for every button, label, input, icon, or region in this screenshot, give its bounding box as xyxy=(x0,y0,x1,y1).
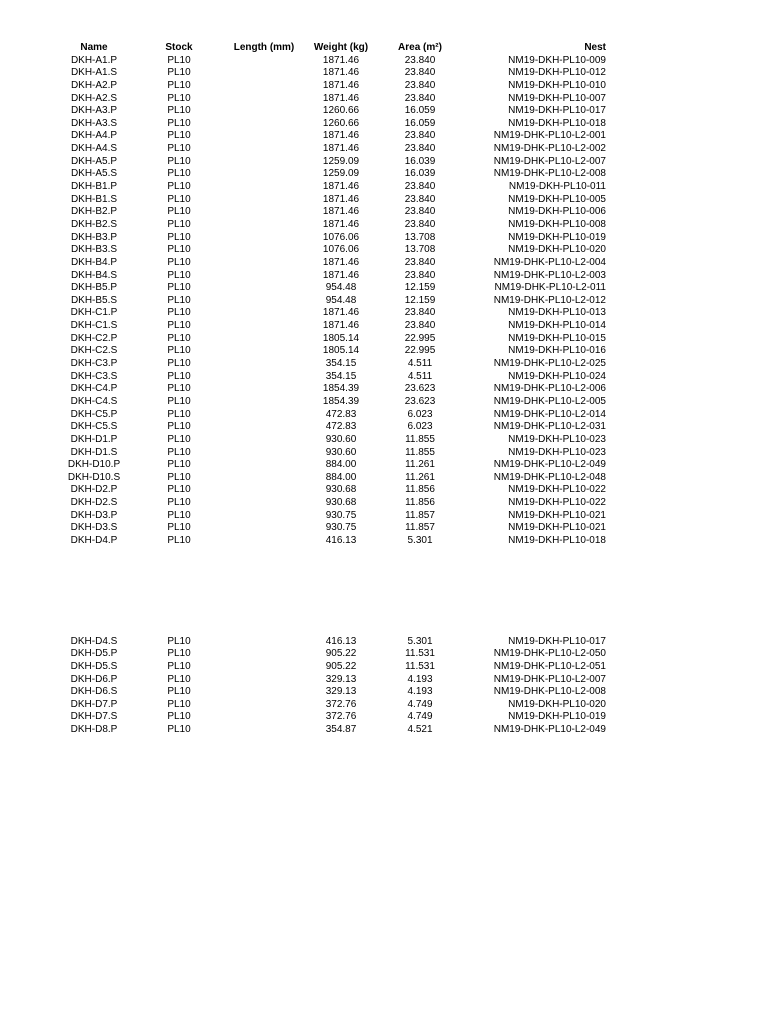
cell-name: DKH-D10.S xyxy=(67,471,121,483)
cell-weight: 1871.46 xyxy=(322,130,360,142)
cell-weight: 354.15 xyxy=(325,370,357,382)
cell-area: 13.708 xyxy=(404,244,436,256)
cell-area: 12.159 xyxy=(404,282,436,294)
cell-area: 5.301 xyxy=(407,534,433,546)
table-row xyxy=(0,105,768,118)
cell-weight: 1871.46 xyxy=(322,79,360,91)
table-row xyxy=(0,156,768,169)
table-row xyxy=(0,181,768,194)
cell-stock: PL10 xyxy=(167,143,191,155)
cell-nest: NM19-DKH-PL10-014 xyxy=(508,320,606,332)
cell-name: DKH-C1.P xyxy=(70,307,118,319)
cell-name: DKH-C4.P xyxy=(70,383,118,395)
cell-weight: 954.48 xyxy=(325,282,357,294)
cell-area: 4.749 xyxy=(407,711,433,723)
cell-nest: NM19-DKH-PL10-007 xyxy=(508,92,606,104)
cell-area: 4.511 xyxy=(407,370,433,382)
cell-stock: PL10 xyxy=(167,307,191,319)
cell-stock: PL10 xyxy=(167,105,191,117)
cell-nest: NM19-DKH-PL10-019 xyxy=(508,711,606,723)
cell-stock: PL10 xyxy=(167,282,191,294)
cell-name: DKH-B2.P xyxy=(70,206,118,218)
cell-name: DKH-A3.P xyxy=(70,105,118,117)
cell-weight: 472.83 xyxy=(325,421,357,433)
cell-area: 11.855 xyxy=(405,433,435,445)
cell-weight: 1871.46 xyxy=(322,206,360,218)
cell-nest: NM19-DKH-PL10-019 xyxy=(508,231,606,243)
header-area: Area (m²) xyxy=(398,42,442,53)
cell-area: 23.840 xyxy=(404,193,436,205)
cell-nest: NM19-DKH-PL10-011 xyxy=(508,181,606,193)
cell-stock: PL10 xyxy=(167,320,191,332)
cell-weight: 1871.46 xyxy=(322,256,360,268)
cell-area: 11.531 xyxy=(405,648,435,660)
cell-area: 5.301 xyxy=(407,635,433,647)
cell-area: 23.840 xyxy=(404,256,436,268)
cell-name: DKH-C5.S xyxy=(70,421,118,433)
cell-weight: 354.87 xyxy=(325,724,357,736)
cell-area: 23.840 xyxy=(404,79,436,91)
cell-nest: NM19-DKH-PL10-016 xyxy=(508,345,606,357)
table-row xyxy=(0,661,768,674)
cell-weight: 416.13 xyxy=(325,534,357,546)
cell-weight: 930.75 xyxy=(325,509,357,521)
cell-name: DKH-B3.S xyxy=(70,244,118,256)
cell-area: 11.261 xyxy=(405,459,435,471)
cell-stock: PL10 xyxy=(167,534,191,546)
cell-area: 11.856 xyxy=(405,497,435,509)
parts-table xyxy=(0,42,768,737)
table-row xyxy=(0,358,768,371)
cell-area: 16.059 xyxy=(404,105,436,117)
cell-stock: PL10 xyxy=(167,421,191,433)
cell-name: DKH-D3.S xyxy=(70,522,118,534)
cell-area: 23.623 xyxy=(404,383,436,395)
cell-nest: NM19-DKH-PL10-023 xyxy=(508,446,606,458)
cell-area: 4.193 xyxy=(407,673,433,685)
cell-name: DKH-D4.P xyxy=(70,534,118,546)
cell-stock: PL10 xyxy=(167,256,191,268)
cell-weight: 1871.46 xyxy=(322,143,360,155)
cell-area: 23.840 xyxy=(404,269,436,281)
cell-stock: PL10 xyxy=(167,231,191,243)
cell-name: DKH-D5.S xyxy=(70,660,118,672)
cell-stock: PL10 xyxy=(167,193,191,205)
header-weight: Weight (kg) xyxy=(313,42,369,53)
cell-area: 16.039 xyxy=(404,155,436,167)
table-row xyxy=(0,396,768,409)
table-row xyxy=(0,711,768,724)
cell-nest: NM19-DKH-PL10-005 xyxy=(508,193,606,205)
cell-stock: PL10 xyxy=(167,698,191,710)
table-row xyxy=(0,383,768,396)
cell-weight: 930.68 xyxy=(325,484,357,496)
table-row xyxy=(0,648,768,661)
cell-area: 16.059 xyxy=(404,117,436,129)
cell-area: 23.840 xyxy=(404,218,436,230)
cell-area: 11.261 xyxy=(405,471,435,483)
cell-name: DKH-A5.P xyxy=(70,155,118,167)
cell-name: DKH-C1.S xyxy=(70,320,118,332)
cell-name: DKH-C4.S xyxy=(70,395,118,407)
cell-stock: PL10 xyxy=(167,358,191,370)
cell-stock: PL10 xyxy=(167,294,191,306)
cell-stock: PL10 xyxy=(167,509,191,521)
cell-area: 11.855 xyxy=(405,446,435,458)
table-row xyxy=(0,522,768,535)
table-row xyxy=(0,472,768,485)
table-row xyxy=(0,143,768,156)
cell-nest: NM19-DKH-PL10-024 xyxy=(508,370,606,382)
cell-name: DKH-D7.P xyxy=(70,698,118,710)
table-row xyxy=(0,510,768,523)
table-row xyxy=(0,130,768,143)
cell-stock: PL10 xyxy=(167,395,191,407)
cell-weight: 1259.09 xyxy=(322,168,360,180)
table-row xyxy=(0,270,768,283)
cell-nest: NM19-DHK-PL10-L2-031 xyxy=(493,421,606,433)
cell-nest: NM19-DKH-PL10-013 xyxy=(508,307,606,319)
cell-nest: NM19-DHK-PL10-L2-005 xyxy=(493,395,606,407)
table-row xyxy=(0,67,768,80)
cell-name: DKH-D5.P xyxy=(70,648,118,660)
cell-stock: PL10 xyxy=(167,67,191,79)
cell-stock: PL10 xyxy=(167,660,191,672)
cell-name: DKH-C3.S xyxy=(70,370,118,382)
cell-weight: 354.15 xyxy=(325,358,357,370)
cell-area: 23.840 xyxy=(404,320,436,332)
cell-name: DKH-A1.S xyxy=(70,67,118,79)
cell-weight: 905.22 xyxy=(325,660,357,672)
cell-nest: NM19-DKH-PL10-017 xyxy=(508,635,606,647)
header-nest: Nest xyxy=(584,42,606,53)
header-length: Length (mm) xyxy=(233,42,295,53)
cell-nest: NM19-DKH-PL10-006 xyxy=(508,206,606,218)
cell-name: DKH-D8.P xyxy=(70,724,118,736)
cell-nest: NM19-DKH-PL10-022 xyxy=(508,484,606,496)
table-row xyxy=(0,535,768,548)
cell-stock: PL10 xyxy=(167,269,191,281)
cell-area: 23.840 xyxy=(404,130,436,142)
cell-stock: PL10 xyxy=(167,370,191,382)
cell-weight: 472.83 xyxy=(325,408,357,420)
cell-name: DKH-C5.P xyxy=(70,408,118,420)
cell-nest: NM19-DHK-PL10-L2-048 xyxy=(493,471,606,483)
cell-weight: 930.60 xyxy=(325,433,357,445)
cell-nest: NM19-DHK-PL10-L2-049 xyxy=(493,459,606,471)
cell-weight: 1871.46 xyxy=(322,269,360,281)
cell-area: 23.623 xyxy=(404,395,436,407)
cell-weight: 884.00 xyxy=(325,459,357,471)
table-row xyxy=(0,257,768,270)
cell-nest: NM19-DHK-PL10-L2-002 xyxy=(493,143,606,155)
cell-weight: 1871.46 xyxy=(322,92,360,104)
cell-stock: PL10 xyxy=(167,635,191,647)
cell-stock: PL10 xyxy=(167,206,191,218)
cell-nest: NM19-DHK-PL10-L2-014 xyxy=(493,408,606,420)
table-row xyxy=(0,484,768,497)
cell-stock: PL10 xyxy=(167,408,191,420)
cell-name: DKH-D4.S xyxy=(70,635,118,647)
table-row xyxy=(0,459,768,472)
cell-name: DKH-C2.S xyxy=(70,345,118,357)
cell-name: DKH-A2.S xyxy=(70,92,118,104)
cell-area: 23.840 xyxy=(404,54,436,66)
cell-weight: 1805.14 xyxy=(322,332,360,344)
cell-nest: NM19-DKH-PL10-017 xyxy=(508,105,606,117)
cell-stock: PL10 xyxy=(167,244,191,256)
cell-nest: NM19-DKH-PL10-015 xyxy=(508,332,606,344)
cell-stock: PL10 xyxy=(167,522,191,534)
cell-area: 23.840 xyxy=(404,307,436,319)
cell-weight: 1260.66 xyxy=(322,117,360,129)
table-row xyxy=(0,497,768,510)
table-row xyxy=(0,194,768,207)
cell-name: DKH-D7.S xyxy=(70,711,118,723)
cell-weight: 329.13 xyxy=(325,686,357,698)
cell-name: DKH-D1.P xyxy=(70,433,118,445)
cell-nest: NM19-DHK-PL10-L2-007 xyxy=(493,155,606,167)
cell-name: DKH-D6.P xyxy=(70,673,118,685)
table-row xyxy=(0,674,768,687)
cell-stock: PL10 xyxy=(167,433,191,445)
table-row xyxy=(0,447,768,460)
cell-area: 13.708 xyxy=(404,231,436,243)
cell-weight: 1076.06 xyxy=(322,231,360,243)
table-row xyxy=(0,219,768,232)
cell-area: 4.521 xyxy=(407,724,433,736)
cell-stock: PL10 xyxy=(167,155,191,167)
cell-stock: PL10 xyxy=(167,484,191,496)
cell-weight: 372.76 xyxy=(325,698,357,710)
cell-area: 6.023 xyxy=(407,408,433,420)
cell-nest: NM19-DKH-PL10-018 xyxy=(508,534,606,546)
cell-stock: PL10 xyxy=(167,92,191,104)
cell-weight: 905.22 xyxy=(325,648,357,660)
cell-weight: 1854.39 xyxy=(322,395,360,407)
table-row xyxy=(0,345,768,358)
table-row xyxy=(0,206,768,219)
cell-name: DKH-D2.S xyxy=(70,497,118,509)
cell-nest: NM19-DHK-PL10-L2-049 xyxy=(493,724,606,736)
cell-stock: PL10 xyxy=(167,446,191,458)
cell-area: 11.857 xyxy=(405,522,435,534)
table-row xyxy=(0,724,768,737)
cell-stock: PL10 xyxy=(167,673,191,685)
table-row xyxy=(0,307,768,320)
cell-name: DKH-D3.P xyxy=(70,509,118,521)
cell-name: DKH-B3.P xyxy=(70,231,118,243)
cell-name: DKH-A4.S xyxy=(70,143,118,155)
table-row xyxy=(0,168,768,181)
cell-name: DKH-B4.S xyxy=(70,269,118,281)
cell-stock: PL10 xyxy=(167,383,191,395)
page-gap xyxy=(0,548,768,636)
header-name: Name xyxy=(80,42,108,53)
cell-name: DKH-A5.S xyxy=(70,168,118,180)
cell-stock: PL10 xyxy=(167,130,191,142)
cell-weight: 1871.46 xyxy=(322,307,360,319)
cell-name: DKH-B1.P xyxy=(70,181,118,193)
cell-area: 16.039 xyxy=(404,168,436,180)
cell-weight: 1260.66 xyxy=(322,105,360,117)
cell-stock: PL10 xyxy=(167,471,191,483)
cell-weight: 1871.46 xyxy=(322,181,360,193)
cell-name: DKH-A1.P xyxy=(70,54,118,66)
table-row xyxy=(0,421,768,434)
cell-area: 23.840 xyxy=(404,67,436,79)
table-body-page-1 xyxy=(0,55,768,548)
table-row xyxy=(0,93,768,106)
cell-weight: 884.00 xyxy=(325,471,357,483)
cell-weight: 930.60 xyxy=(325,446,357,458)
cell-stock: PL10 xyxy=(167,497,191,509)
cell-area: 23.840 xyxy=(404,181,436,193)
cell-name: DKH-A3.S xyxy=(70,117,118,129)
cell-nest: NM19-DKH-PL10-020 xyxy=(508,244,606,256)
cell-area: 11.531 xyxy=(405,660,435,672)
cell-name: DKH-C2.P xyxy=(70,332,118,344)
header-stock: Stock xyxy=(165,42,193,53)
cell-nest: NM19-DKH-PL10-012 xyxy=(508,67,606,79)
cell-name: DKH-D1.S xyxy=(70,446,118,458)
cell-stock: PL10 xyxy=(167,181,191,193)
cell-nest: NM19-DHK-PL10-L2-003 xyxy=(493,269,606,281)
cell-nest: NM19-DHK-PL10-L2-025 xyxy=(493,358,606,370)
cell-nest: NM19-DHK-PL10-L2-004 xyxy=(493,256,606,268)
cell-area: 22.995 xyxy=(404,332,436,344)
table-row xyxy=(0,320,768,333)
cell-stock: PL10 xyxy=(167,54,191,66)
cell-area: 23.840 xyxy=(404,206,436,218)
table-row xyxy=(0,409,768,422)
cell-nest: NM19-DKH-PL10-010 xyxy=(508,79,606,91)
table-row xyxy=(0,118,768,131)
cell-nest: NM19-DHK-PL10-L2-008 xyxy=(493,686,606,698)
cell-nest: NM19-DHK-PL10-L2-001 xyxy=(493,130,606,142)
cell-stock: PL10 xyxy=(167,79,191,91)
cell-weight: 372.76 xyxy=(325,711,357,723)
cell-area: 4.193 xyxy=(407,686,433,698)
cell-area: 6.023 xyxy=(407,421,433,433)
cell-weight: 1259.09 xyxy=(322,155,360,167)
cell-name: DKH-D10.P xyxy=(67,459,121,471)
cell-weight: 1871.46 xyxy=(322,54,360,66)
cell-weight: 1871.46 xyxy=(322,67,360,79)
cell-weight: 1871.46 xyxy=(322,218,360,230)
table-row xyxy=(0,636,768,649)
table-row xyxy=(0,295,768,308)
cell-nest: NM19-DKH-PL10-023 xyxy=(508,433,606,445)
cell-nest: NM19-DHK-PL10-L2-050 xyxy=(493,648,606,660)
cell-stock: PL10 xyxy=(167,711,191,723)
table-row xyxy=(0,80,768,93)
cell-area: 4.511 xyxy=(407,358,433,370)
table-body-page-2 xyxy=(0,636,768,737)
cell-stock: PL10 xyxy=(167,218,191,230)
cell-nest: NM19-DKH-PL10-008 xyxy=(508,218,606,230)
cell-area: 22.995 xyxy=(404,345,436,357)
cell-name: DKH-B5.S xyxy=(70,294,118,306)
cell-weight: 1871.46 xyxy=(322,320,360,332)
cell-weight: 1076.06 xyxy=(322,244,360,256)
cell-weight: 930.75 xyxy=(325,522,357,534)
cell-name: DKH-C3.P xyxy=(70,358,118,370)
cell-stock: PL10 xyxy=(167,648,191,660)
cell-nest: NM19-DHK-PL10-L2-012 xyxy=(493,294,606,306)
table-row xyxy=(0,371,768,384)
cell-stock: PL10 xyxy=(167,686,191,698)
cell-nest: NM19-DKH-PL10-022 xyxy=(508,497,606,509)
cell-weight: 954.48 xyxy=(325,294,357,306)
table-row xyxy=(0,282,768,295)
cell-weight: 1805.14 xyxy=(322,345,360,357)
cell-nest: NM19-DHK-PL10-L2-051 xyxy=(493,660,606,672)
table-row xyxy=(0,55,768,68)
cell-stock: PL10 xyxy=(167,117,191,129)
table-header-row xyxy=(0,42,768,55)
cell-area: 4.749 xyxy=(407,698,433,710)
cell-nest: NM19-DKH-PL10-021 xyxy=(508,509,606,521)
cell-name: DKH-B5.P xyxy=(70,282,118,294)
cell-nest: NM19-DHK-PL10-L2-007 xyxy=(493,673,606,685)
cell-area: 23.840 xyxy=(404,92,436,104)
cell-name: DKH-D2.P xyxy=(70,484,118,496)
cell-nest: NM19-DKH-PL10-020 xyxy=(508,698,606,710)
table-row xyxy=(0,699,768,712)
cell-name: DKH-D6.S xyxy=(70,686,118,698)
cell-nest: NM19-DHK-PL10-L2-006 xyxy=(493,383,606,395)
cell-area: 11.857 xyxy=(405,509,435,521)
table-row xyxy=(0,434,768,447)
table-row xyxy=(0,244,768,257)
table-row xyxy=(0,232,768,245)
cell-stock: PL10 xyxy=(167,459,191,471)
cell-nest: NM19-DHK-PL10-L2-008 xyxy=(493,168,606,180)
cell-name: DKH-B2.S xyxy=(70,218,118,230)
cell-stock: PL10 xyxy=(167,332,191,344)
cell-weight: 416.13 xyxy=(325,635,357,647)
table-row xyxy=(0,333,768,346)
cell-nest: NM19-DKH-PL10-018 xyxy=(508,117,606,129)
cell-nest: NM19-DKH-PL10-009 xyxy=(508,54,606,66)
cell-area: 11.856 xyxy=(405,484,435,496)
cell-name: DKH-A2.P xyxy=(70,79,118,91)
cell-weight: 1854.39 xyxy=(322,383,360,395)
cell-area: 23.840 xyxy=(404,143,436,155)
cell-name: DKH-B1.S xyxy=(70,193,118,205)
cell-nest: NM19-DHK-PL10-L2-011 xyxy=(494,282,606,294)
cell-weight: 1871.46 xyxy=(322,193,360,205)
cell-stock: PL10 xyxy=(167,724,191,736)
table-row xyxy=(0,686,768,699)
cell-stock: PL10 xyxy=(167,345,191,357)
cell-stock: PL10 xyxy=(167,168,191,180)
cell-weight: 930.68 xyxy=(325,497,357,509)
cell-nest: NM19-DKH-PL10-021 xyxy=(508,522,606,534)
cell-weight: 329.13 xyxy=(325,673,357,685)
cell-name: DKH-A4.P xyxy=(70,130,118,142)
cell-name: DKH-B4.P xyxy=(70,256,118,268)
cell-area: 12.159 xyxy=(404,294,436,306)
